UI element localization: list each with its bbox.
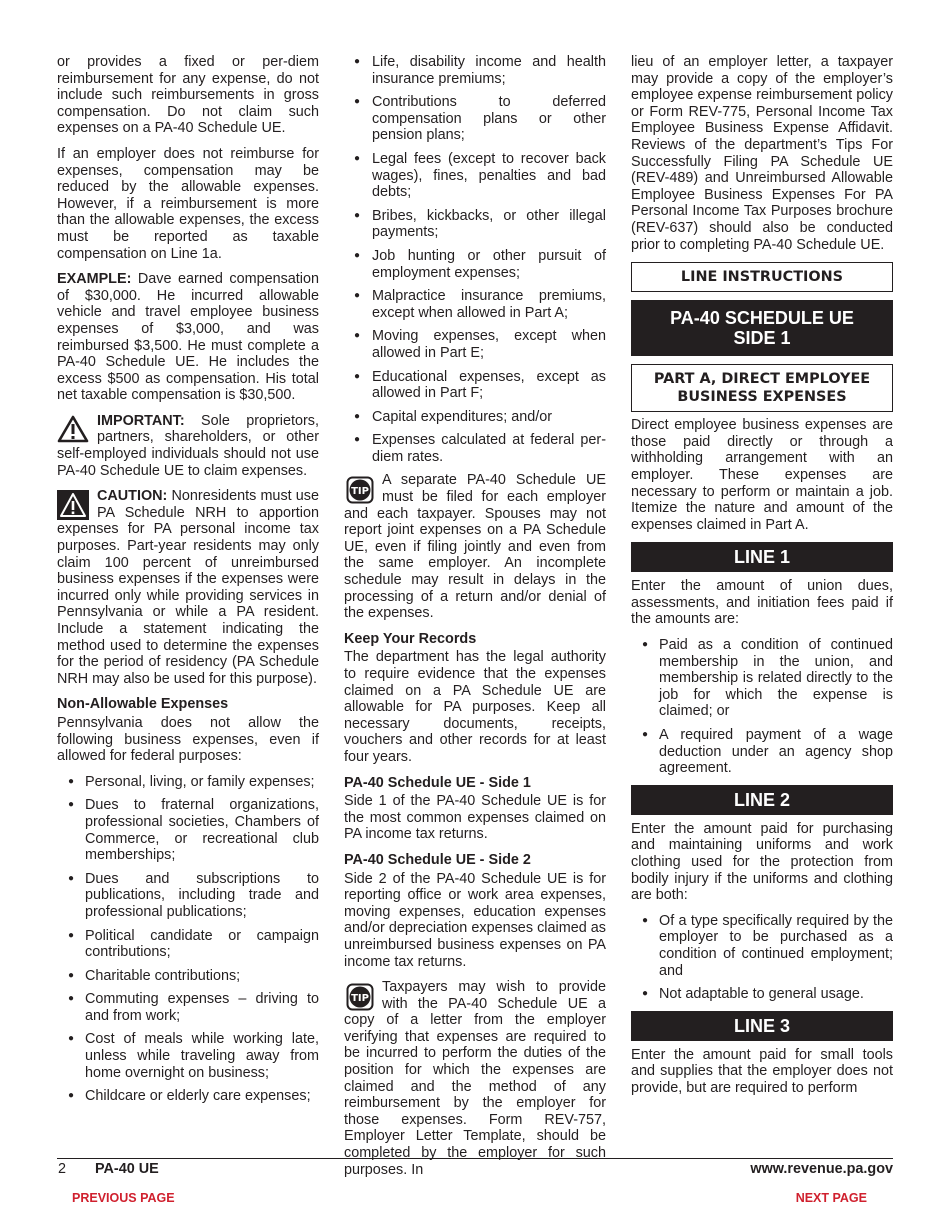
list-item: ● Political candidate or campaign contributions; [57,928,319,961]
list-item: ● Malpractice insurance premiums, except when allowed in Part A; [344,288,606,321]
important-label: IMPORTANT: [97,412,185,429]
section-heading: Non-Allowable Expenses [57,696,229,713]
non-allowable-list [57,774,319,1105]
paragraph: Enter the amount of union dues, assessments, and initiation fees paid if the amounts are: [631,578,893,628]
section-heading: Keep Your Records [344,630,477,647]
website-link[interactable]: www.revenue.pa.gov [750,1161,893,1177]
tip-icon [346,983,374,1011]
form-name: PA-40 UE [95,1161,159,1177]
list-item: ● Expenses calculated at federal per-diem rates. [344,432,606,465]
section-heading: PA-40 Schedule UE - Side 1 [344,774,531,791]
previous-page-link[interactable]: PREVIOUS PAGE [72,1191,175,1205]
list-item: ● A required payment of a wage deduction under an agency shop agreement. [631,727,893,777]
line2-list [631,913,893,1003]
non-allowable-list-continued [344,54,606,465]
section-heading: PA-40 Schedule UE - Side 2 [344,851,531,868]
example-label: EXAMPLE: [57,271,132,288]
list-item: ● Legal fees (except to recover back wages), fines, penalties and bad debts; [344,151,606,201]
paragraph: Side 1 of the PA-40 Schedule UE is for the most common expenses claimed on PA income tax returns. [344,793,606,843]
part-a-box [631,364,893,412]
paragraph: Enter the amount paid for purchasing and maintaining uniforms and work clothing used for the protection from bodily injury if the uniforms and clothing are both: [631,820,893,904]
page-number: 2 [58,1161,67,1177]
list-item: ● Educational expenses, except as allowed in Part F; [344,369,606,402]
list-item: ● Bribes, kickbacks, or other illegal payments; [344,208,606,241]
paragraph: Direct employee business expenses are those paid directly or through a withholding arrangement with an employer. These expenses are necessary to perform or maintain a job. Itemize the nature and amount of the expenses claimed in Part A. [631,417,893,533]
line1-list [631,637,893,777]
list-item: ● Dues and subscriptions to publications, including trade and professional publications; [57,871,319,921]
list-item: ● Life, disability income and health insurance premiums; [344,54,606,87]
caution-label: CAUTION: [97,488,168,505]
important-text: Sole proprietors, partners, shareholders, or other self-employed individuals should not use PA-40 Schedule UE to claim expenses. [57,412,319,479]
footer-divider [57,1158,893,1159]
schedule-title-line1: PA-40 SCHEDULE UE [670,308,854,329]
line1-band: LINE 1 [631,542,893,572]
tip-paragraph [344,472,606,621]
tip-paragraph [344,979,606,1178]
paragraph: Enter the amount paid for small tools and supplies that the employer does not provide, but are required to perform [631,1046,893,1096]
example-paragraph [57,271,319,404]
tip-icon-label: TIP [351,486,369,498]
line3-band: LINE 3 [631,1011,893,1041]
list-item: ● Charitable contributions; [57,968,319,985]
part-a-title-line2: BUSINESS EXPENSES [677,389,847,406]
part-a-title-line1: PART A, DIRECT EMPLOYEE [653,371,871,388]
column-3 [631,54,893,1106]
paragraph: The department has the legal authority to require evidence that the expenses claimed on a PA Schedule UE are allowable for PA purposes. Keep all necessary documents, receipts, vouchers and other records for at least four years. [344,649,606,765]
tip-text: A separate PA-40 Schedule UE must be filed for each employer and each taxpayer. Spouses may not report joint expenses on a PA Schedule UE, even if filing jointly and even from the same employer. An incomplete schedule may result in delays in the processing of a return and/or denial of the expenses. [344,472,606,622]
paragraph: Side 2 of the PA-40 Schedule UE is for reporting office or work area expenses, moving expenses, education expenses and/or depreciation expenses claimed as unreimbursed business expenses on PA income tax returns. [344,870,606,970]
list-item: ● Of a type specifically required by the employer to be purchased as a condition of continued employment; and [631,913,893,979]
column-1 [57,54,319,1112]
important-paragraph [57,413,319,479]
line-instructions-title: LINE INSTRUCTIONS [680,269,844,286]
caution-text: Nonresidents must use PA Schedule NRH to apportion expenses for PA personal income tax purposes. Part-year residents may only claim 100 percent of unreimbursed business expenses if the expenses were incurred only while providing services in Pennsylvania or while a PA resident. Include a statement indicating the method used to determine the expenses for the period of residency (PA Schedule NRH may also be used for this purpose). [57,488,319,687]
list-item: ● Capital expenditures; and/or [344,409,606,426]
list-item: ● Contributions to deferred compensation plans or other pension plans; [344,94,606,144]
schedule-side1-band [631,300,893,356]
warning-icon [57,415,89,443]
tip-icon-label: TIP [351,993,369,1005]
line-instructions-box [631,262,893,292]
list-item: ● Moving expenses, except when allowed in Part E; [344,328,606,361]
tip-text: Taxpayers may wish to provide with the PA-40 Schedule UE a copy of a letter from the employer verifying that expenses are required to be incurred to perform the duties of the position for which the expenses are claimed and the method of any reimbursement by the employer for those expenses. Form REV-757, Employer Letter Template, should be completed by the employer for such purposes. In [344,979,606,1178]
caution-paragraph [57,488,319,687]
schedule-title-line2: SIDE 1 [733,328,791,349]
next-page-link[interactable]: NEXT PAGE [795,1191,867,1205]
line2-band: LINE 2 [631,785,893,815]
list-item: ● Paid as a condition of continued membership in the union, and membership is related directly to the job for which the expense is claimed; or [631,637,893,720]
column-2 [344,54,606,1187]
list-item: ● Commuting expenses – driving to and from work; [57,991,319,1024]
tip-icon [346,476,374,504]
paragraph: lieu of an employer letter, a taxpayer may provide a copy of the employer’s employee expense reimbursement policy or Form REV-775, Personal Income Tax Employee Business Expense Affidavit. Reviews of the department’s Tips For Successfully Filing PA Schedule UE (REV-489) and Unreimbursed Allowable Employee Business Expenses For PA Personal Income Tax Purposes brochure (REV-637) should also be conducted prior to completing PA-40 Schedule UE. [631,54,893,253]
paragraph: Pennsylvania does not allow the following business expenses, even if allowed for federal purposes: [57,714,319,765]
list-item: ● Childcare or elderly care expenses; [57,1088,319,1105]
list-item: ● Cost of meals while working late, unless while traveling away from home overnight on business; [57,1031,319,1081]
list-item: ● Dues to fraternal organizations, professional societies, Chambers of Commerce, or recreational club memberships; [57,797,319,863]
paragraph: If an employer does not reimburse for expenses, compensation may be reduced by the allowable expenses. However, if a reimbursement is more than the allowable expenses, the excess must be reported as taxable compensation on Line 1a. [57,145,319,262]
list-item: ● Personal, living, or family expenses; [57,774,319,791]
paragraph: or provides a fixed or per-diem reimbursement for any expense, do not include such reimbursements in gross compensation. Do not claim such expenses on a PA-40 Schedule UE. [57,54,319,137]
list-item: ● Job hunting or other pursuit of employment expenses; [344,248,606,281]
example-text: Dave earned compensation of $30,000. He incurred allowable vehicle and travel employee business expenses of $3,000, and was reimbursed $3,500. He must complete a PA-40 Schedule UE. He includes the excess $500 as compensation. His total net taxable compensation is $30,500. [57,271,319,404]
caution-icon [57,490,89,520]
list-item: ● Not adaptable to general usage. [631,986,893,1003]
